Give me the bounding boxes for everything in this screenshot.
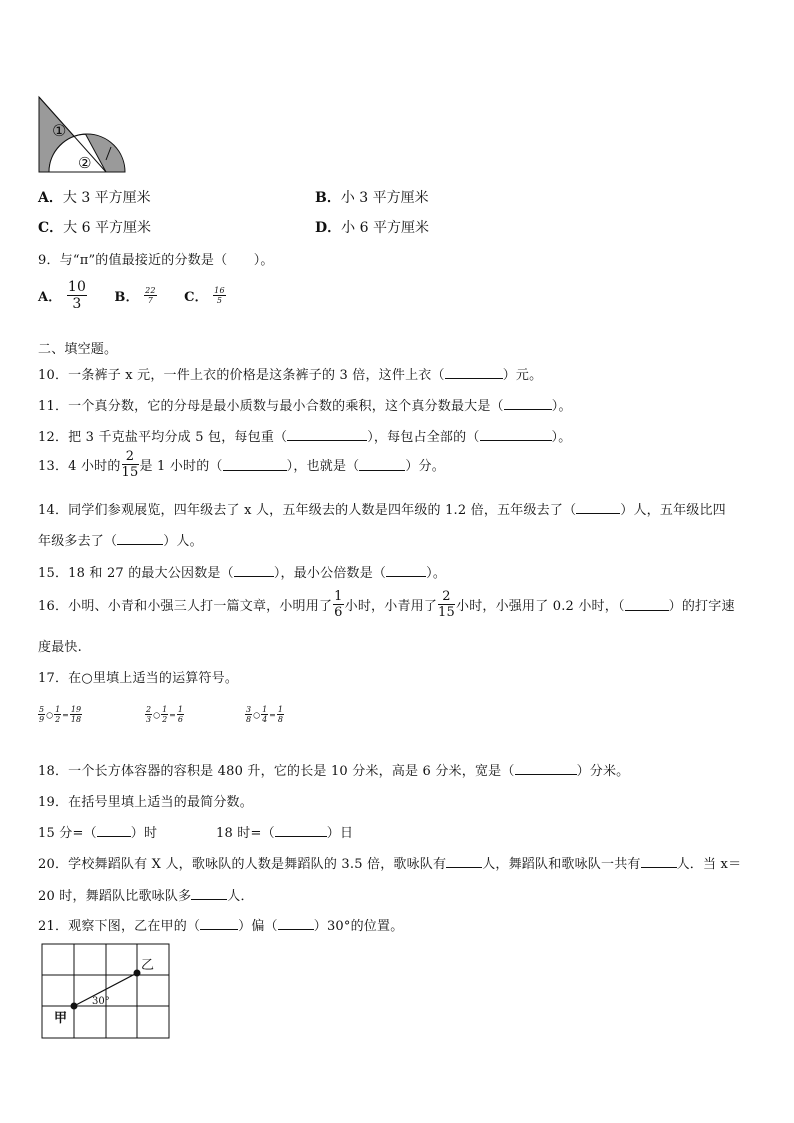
q11: [38, 395, 572, 414]
denominator: 2: [55, 715, 61, 724]
answer-blank[interactable]: [359, 459, 405, 471]
q9-option-b-fraction: [144, 287, 157, 305]
q12-text: 12．把 3 千克盐平均分成 5 包，每包重（: [38, 430, 288, 445]
q14-text: 14．同学们参观展览，四年级去了 x 人，五年级去的人数是四年级的 1.2 倍，五年级去了（: [38, 503, 577, 518]
numerator: 1: [262, 705, 268, 714]
q14-text2: 年级多去了（: [38, 534, 118, 549]
q21-text-end: ）30°的位置。: [313, 919, 404, 934]
q18-text-end: ）分米。: [576, 764, 630, 779]
answer-blank[interactable]: [200, 918, 238, 930]
answer-blank[interactable]: [446, 856, 482, 868]
equals-sign: =: [169, 710, 176, 720]
answer-blank[interactable]: [223, 459, 287, 471]
denominator: 6: [177, 715, 183, 724]
fraction: [161, 706, 168, 724]
numerator: 3: [246, 705, 252, 714]
answer-blank[interactable]: [275, 825, 327, 837]
answer-blank[interactable]: [445, 367, 503, 379]
q13-text-end: ）分。: [405, 459, 445, 474]
q17-expression-2: [144, 706, 185, 724]
section-heading: 二、填空题。: [38, 342, 118, 357]
answer-blank[interactable]: [386, 565, 426, 577]
q13-text-mid2: ），也就是（: [286, 459, 360, 474]
answer-blank[interactable]: [480, 429, 552, 441]
angle-label: 30°: [92, 996, 110, 1007]
numerator: 10: [67, 279, 87, 295]
answer-blank[interactable]: [576, 502, 620, 514]
fraction: [145, 706, 152, 724]
q11-text-end: ）。: [551, 399, 572, 414]
q16-text-mid: 小时，小青用了: [344, 599, 438, 614]
q15-text: 15．18 和 27 的最大公因数是（: [38, 566, 234, 581]
direction-grid-figure: [40, 942, 172, 1040]
answer-blank[interactable]: [278, 918, 314, 930]
answer-blank[interactable]: [117, 533, 163, 545]
q9-option-b-letter: B．: [114, 290, 139, 305]
denominator: 4: [262, 715, 268, 724]
q13-fraction: [122, 450, 139, 479]
option-d: [315, 217, 429, 237]
answer-blank[interactable]: [287, 429, 367, 441]
option-text: 大 3 平方厘米: [62, 190, 151, 206]
denominator: 7: [147, 295, 154, 305]
answer-blank[interactable]: [641, 856, 677, 868]
option-letter: C．: [38, 220, 64, 236]
q20-text2: 20 时，舞蹈队比歌咏队多: [38, 889, 192, 904]
q15-text-end: ）。: [426, 566, 447, 581]
q16-text-mid2: 小时，小强用了 0.2 小时，（: [456, 599, 625, 614]
option-c: [38, 217, 151, 237]
answer-blank[interactable]: [97, 825, 131, 837]
fraction: [177, 706, 184, 724]
q9-options: [38, 280, 227, 311]
numerator: 16: [214, 285, 225, 295]
q19-a-text-end: ）时: [130, 826, 158, 841]
region-1-label: ①: [52, 121, 67, 140]
q20-text2-end: 人．: [227, 889, 254, 904]
numerator: 2: [438, 590, 455, 605]
denominator: 6: [334, 605, 343, 620]
q16-text-end: ）的打字速: [668, 599, 735, 614]
option-a: [38, 187, 151, 207]
q14-text-mid: ）人，五年级比四: [620, 503, 726, 518]
q21: [38, 915, 403, 934]
q21-text: 21．观察下图，乙在甲的（: [38, 919, 201, 934]
denominator: 15: [121, 465, 139, 480]
q20-line1: [38, 853, 741, 872]
q21-text-mid: ）偏（: [238, 919, 278, 934]
q16-text: 16．小明、小青和小强三人打一篇文章，小明用了: [38, 599, 333, 614]
q9-text: 9．与“π”的值最接近的分数是（ ）。: [38, 253, 274, 268]
denominator: 18: [70, 715, 82, 724]
option-letter: D．: [315, 220, 342, 236]
fraction: [245, 706, 252, 724]
q11-text: 11．一个真分数，它的分母是最小质数与最小合数的乘积，这个真分数最大是（: [38, 399, 504, 414]
q20-text: 20．学校舞蹈队有 X 人，歌咏队的人数是舞蹈队的 3.5 倍，歌咏队有: [38, 857, 447, 872]
q17-text: 17．在○里填上适当的运算符号。: [38, 671, 239, 686]
option-text: 小 3 平方厘米: [340, 190, 429, 206]
answer-blank[interactable]: [191, 888, 227, 900]
equals-sign: =: [62, 710, 69, 720]
numerator: 5: [39, 705, 45, 714]
denominator: 3: [146, 715, 152, 724]
option-text: 小 6 平方厘米: [341, 220, 429, 236]
label-jia: 甲: [54, 1011, 68, 1026]
q9-option-a-letter: A．: [38, 290, 62, 305]
region-2-label: ②: [78, 154, 92, 172]
q13-text: 13．4 小时的: [38, 459, 121, 474]
numerator: 19: [70, 705, 82, 714]
q19-text: 19．在括号里填上适当的最简分数。: [38, 795, 253, 810]
q16-line1: [38, 590, 735, 619]
q16-fraction-1: [333, 590, 343, 619]
denominator: 3: [72, 296, 82, 312]
q16-line2: 度最快.: [38, 640, 82, 655]
numerator: 2: [122, 450, 139, 465]
numerator: 1: [55, 705, 61, 714]
q15: [38, 562, 446, 581]
answer-blank[interactable]: [625, 599, 669, 611]
point-jia: [71, 1003, 78, 1010]
numerator: 22: [145, 285, 156, 295]
equals-sign: =: [269, 710, 276, 720]
fraction: [277, 706, 284, 724]
q20-line2: [38, 885, 254, 904]
q18: [38, 760, 629, 779]
numerator: 1: [277, 705, 283, 714]
fraction: [38, 706, 45, 724]
figure-q8: [36, 94, 128, 178]
q19-part-a: [38, 822, 157, 841]
denominator: 9: [39, 715, 45, 724]
fraction: [261, 706, 268, 724]
operator-circle[interactable]: ○: [46, 710, 54, 720]
fraction: [70, 706, 82, 724]
q12-text-mid: ），每包占全部的（: [367, 430, 480, 445]
q9-option-c-fraction: [213, 287, 226, 305]
q10: [38, 364, 542, 383]
q19-b-text: 18 时=（: [216, 826, 275, 841]
answer-blank[interactable]: [504, 398, 552, 410]
q20-text-mid: 人，舞蹈队和歌咏队一共有: [482, 857, 641, 872]
option-text: 大 6 平方厘米: [63, 220, 151, 236]
fraction: [54, 706, 61, 724]
q17-expression-1: [37, 706, 83, 724]
q17-expression-3: [244, 706, 285, 724]
q9-option-a-fraction: [67, 280, 87, 311]
operator-circle[interactable]: ○: [253, 710, 261, 720]
q10-text: 10．一条裤子 x 元，一件上衣的价格是这条裤子的 3 倍，这件上衣（: [38, 368, 445, 383]
q15-text-mid: ），最小公倍数是（: [273, 566, 387, 581]
q12: [38, 426, 571, 445]
q20-text-end: 人．当 x＝: [676, 857, 742, 872]
q9-option-c-letter: C．: [184, 290, 208, 305]
q19-part-b: [216, 822, 353, 841]
operator-circle[interactable]: ○: [153, 710, 161, 720]
q10-text-end: ）元。: [502, 368, 543, 383]
label-yi: 乙: [141, 958, 155, 973]
numerator: 1: [177, 705, 183, 714]
numerator: 1: [162, 705, 168, 714]
option-letter: B．: [315, 190, 341, 206]
option-b: [315, 187, 429, 207]
denominator: 8: [277, 715, 283, 724]
q16-fraction-2: [438, 590, 455, 619]
answer-blank[interactable]: [515, 763, 577, 775]
answer-blank[interactable]: [234, 565, 274, 577]
q19-b-text-end: ）日: [326, 826, 354, 841]
q14-line2: [38, 530, 203, 549]
point-yi: [134, 970, 141, 977]
denominator: 2: [162, 715, 168, 724]
q14-text-end: ）人。: [163, 534, 203, 549]
denominator: 5: [216, 295, 223, 305]
q13: [38, 450, 445, 479]
option-letter: A．: [38, 190, 63, 206]
q12-text-end: ）。: [551, 430, 572, 445]
denominator: 8: [246, 715, 252, 724]
numerator: 1: [334, 589, 343, 604]
q13-text-mid: 是 1 小时的（: [139, 459, 223, 474]
denominator: 15: [438, 605, 455, 620]
q19-a-text: 15 分=（: [38, 826, 97, 841]
numerator: 2: [146, 705, 152, 714]
q18-text: 18．一个长方体容器的容积是 480 升，它的长是 10 分米，高是 6 分米，宽是（: [38, 764, 515, 779]
q14-line1: [38, 499, 726, 518]
